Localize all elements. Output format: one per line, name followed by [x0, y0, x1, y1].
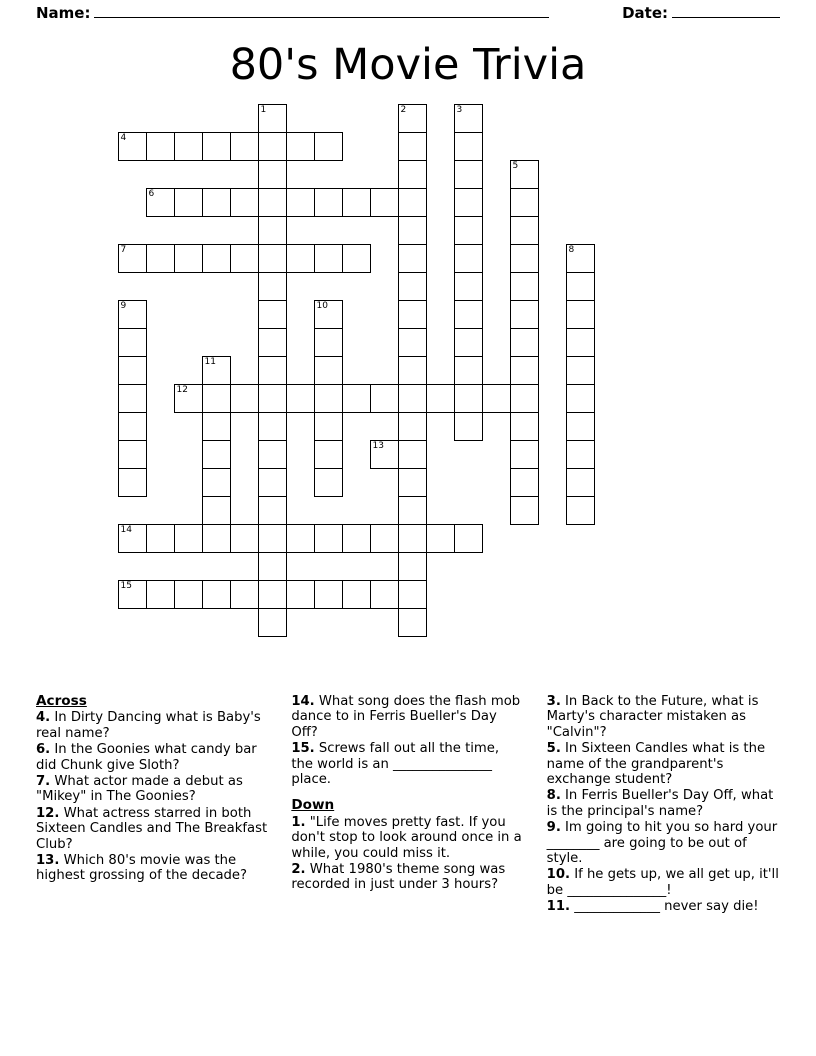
grid-cell[interactable]: [510, 384, 539, 413]
grid-cell[interactable]: [146, 244, 175, 273]
grid-cell[interactable]: [258, 384, 287, 413]
grid-cell[interactable]: [118, 328, 147, 357]
grid-cell[interactable]: [118, 132, 147, 161]
grid-cell[interactable]: [454, 160, 483, 189]
grid-cell-number: 12: [176, 385, 188, 395]
grid-cell[interactable]: [202, 244, 231, 273]
grid-cell[interactable]: [118, 300, 147, 329]
grid-cell[interactable]: [202, 412, 231, 441]
across-clue-number: 6.: [36, 742, 51, 758]
down-clue-text: _____________ never say die!: [570, 899, 759, 915]
down-clue-number: 2.: [291, 862, 306, 878]
date-label: Date:: [622, 4, 668, 22]
grid-cell[interactable]: [454, 300, 483, 329]
grid-cell[interactable]: [314, 300, 343, 329]
grid-cell[interactable]: [258, 440, 287, 469]
grid-cell[interactable]: [398, 160, 427, 189]
grid-cell[interactable]: [230, 524, 259, 553]
across-clue-text: In the Goonies what candy bar did Chunk give Sloth?: [36, 742, 257, 773]
across-clue-text: Which 80's movie was the highest grossing of the decade?: [36, 853, 248, 884]
grid-cell-number: 8: [568, 245, 575, 255]
grid-cell[interactable]: [314, 580, 343, 609]
down-clue-number: 10.: [546, 867, 571, 883]
across-clue: [36, 774, 269, 805]
down-clue-number: 9.: [546, 820, 561, 836]
grid-cell-number: 13: [372, 441, 384, 451]
grid-cell[interactable]: [342, 384, 371, 413]
grid-cell[interactable]: [258, 328, 287, 357]
grid-cell-number: 6: [148, 189, 155, 199]
across-clue-number: 14.: [291, 694, 315, 709]
grid-cell[interactable]: [398, 496, 427, 525]
grid-cell[interactable]: [398, 188, 427, 217]
grid-cell[interactable]: [342, 524, 371, 553]
grid-cell[interactable]: [454, 188, 483, 217]
grid-cell[interactable]: [566, 328, 595, 357]
grid-cell[interactable]: [258, 552, 287, 581]
grid-cell[interactable]: [230, 188, 259, 217]
across-clue-text: What actress starred in both Sixteen Candles and The Breakfast Club?: [36, 805, 268, 852]
grid-cell[interactable]: [510, 244, 539, 273]
across-clue: [291, 741, 524, 787]
grid-cell[interactable]: [258, 272, 287, 301]
grid-cell[interactable]: [118, 384, 147, 413]
down-heading: Down: [291, 797, 335, 814]
grid-cell[interactable]: [258, 412, 287, 441]
grid-cell[interactable]: [230, 580, 259, 609]
across-clue-text: What song does the flash mob dance to in Ferris Bueller's Day Off?: [291, 694, 521, 740]
grid-cell[interactable]: [258, 160, 287, 189]
grid-cell-number: 11: [204, 357, 216, 367]
across-clue: [36, 742, 269, 773]
name-input-line[interactable]: [94, 5, 549, 18]
down-clue-number: 5.: [546, 741, 561, 757]
grid-cell-number: 2: [400, 105, 407, 115]
grid-cell[interactable]: [398, 300, 427, 329]
grid-cell[interactable]: [174, 384, 203, 413]
grid-cell[interactable]: [146, 132, 175, 161]
across-clue-text: In Dirty Dancing what is Baby's real name?: [36, 710, 261, 741]
grid-cell[interactable]: [398, 104, 427, 133]
grid-cell[interactable]: [202, 384, 231, 413]
grid-cell[interactable]: [510, 412, 539, 441]
grid-cell[interactable]: [230, 244, 259, 273]
grid-cell[interactable]: [566, 468, 595, 497]
grid-cell[interactable]: [510, 440, 539, 469]
grid-cell[interactable]: [398, 356, 427, 385]
grid-cell[interactable]: [482, 384, 511, 413]
grid-cell[interactable]: [342, 188, 371, 217]
grid-cell[interactable]: [118, 244, 147, 273]
across-clue-text: What actor made a debut as "Mikey" in The Goonies?: [36, 774, 243, 805]
grid-cell[interactable]: [174, 188, 203, 217]
grid-cell[interactable]: [454, 104, 483, 133]
grid-cell[interactable]: [174, 244, 203, 273]
grid-cell[interactable]: [258, 188, 287, 217]
grid-cell[interactable]: [258, 496, 287, 525]
grid-cell[interactable]: [398, 580, 427, 609]
down-clue-number: 3.: [546, 694, 561, 709]
grid-cell[interactable]: [118, 468, 147, 497]
grid-cell[interactable]: [510, 468, 539, 497]
grid-cell[interactable]: [314, 356, 343, 385]
down-clue-number: 8.: [546, 788, 561, 804]
grid-cell[interactable]: [370, 440, 399, 469]
down-clue-text: In Ferris Bueller's Day Off, what is the principal's name?: [546, 788, 774, 819]
down-clue-text: In Back to the Future, what is Marty's character mistaken as "Calvin"?: [546, 694, 759, 740]
page-title: 80's Movie Trivia: [229, 40, 587, 90]
down-clue: [547, 741, 780, 787]
grid-cell[interactable]: [454, 272, 483, 301]
across-clue-number: 15.: [291, 741, 315, 757]
across-clue: [36, 710, 269, 741]
grid-cell[interactable]: [510, 272, 539, 301]
across-clue: [36, 806, 269, 852]
grid-cell[interactable]: [258, 356, 287, 385]
grid-cell[interactable]: [566, 440, 595, 469]
grid-cell[interactable]: [118, 356, 147, 385]
grid-cell[interactable]: [314, 188, 343, 217]
grid-cell[interactable]: [566, 300, 595, 329]
grid-cell[interactable]: [454, 328, 483, 357]
grid-cell[interactable]: [398, 216, 427, 245]
across-clue-number: 4.: [36, 710, 51, 726]
grid-cell[interactable]: [454, 216, 483, 245]
across-clue: [36, 853, 269, 884]
grid-cell-number: 14: [120, 525, 132, 535]
grid-cell[interactable]: [398, 328, 427, 357]
grid-cell[interactable]: [454, 384, 483, 413]
grid-cell[interactable]: [314, 384, 343, 413]
grid-cell[interactable]: [454, 412, 483, 441]
grid-cell[interactable]: [202, 468, 231, 497]
grid-cell[interactable]: [510, 496, 539, 525]
down-clue: [547, 820, 780, 866]
grid-cell[interactable]: [258, 608, 287, 637]
grid-cell[interactable]: [146, 580, 175, 609]
down-clue-number: 1.: [291, 814, 306, 830]
grid-cell[interactable]: [426, 524, 455, 553]
grid-cell[interactable]: [398, 244, 427, 273]
date-input-line[interactable]: [672, 5, 780, 18]
down-clue: [547, 899, 780, 914]
down-clue-text: "Life moves pretty fast. If you don't stop to look around once in a while, you could miss it.: [291, 814, 522, 861]
grid-cell[interactable]: [342, 244, 371, 273]
grid-cell[interactable]: [342, 580, 371, 609]
grid-cell[interactable]: [286, 580, 315, 609]
grid-cell-number: 5: [512, 161, 519, 171]
grid-cell-number: 4: [120, 133, 127, 143]
grid-cell[interactable]: [146, 524, 175, 553]
grid-cell[interactable]: [202, 188, 231, 217]
grid-cell[interactable]: [258, 468, 287, 497]
down-clue: [291, 815, 524, 861]
grid-cell[interactable]: [566, 496, 595, 525]
grid-cell[interactable]: [286, 132, 315, 161]
grid-cell[interactable]: [202, 440, 231, 469]
grid-cell-number: 15: [120, 581, 132, 591]
grid-cell[interactable]: [314, 328, 343, 357]
name-label: Name:: [36, 4, 91, 22]
crossword-grid-wrapper: [36, 104, 780, 694]
grid-cell[interactable]: [454, 524, 483, 553]
grid-cell[interactable]: [174, 132, 203, 161]
grid-cell[interactable]: [566, 384, 595, 413]
grid-cell[interactable]: [258, 524, 287, 553]
grid-cell[interactable]: [202, 580, 231, 609]
grid-cell[interactable]: [202, 496, 231, 525]
across-clue-number: 7.: [36, 774, 51, 790]
grid-cell[interactable]: [426, 384, 455, 413]
grid-cell[interactable]: [118, 412, 147, 441]
grid-cell[interactable]: [202, 132, 231, 161]
grid-cell[interactable]: [566, 412, 595, 441]
down-clue: [547, 694, 780, 740]
grid-cell[interactable]: [398, 468, 427, 497]
grid-cell[interactable]: [174, 580, 203, 609]
grid-cell[interactable]: [510, 300, 539, 329]
across-clue-number: 13.: [36, 853, 60, 869]
grid-cell[interactable]: [230, 384, 259, 413]
name-date-header: [36, 0, 780, 22]
grid-cell[interactable]: [510, 160, 539, 189]
grid-cell[interactable]: [454, 356, 483, 385]
grid-cell[interactable]: [258, 216, 287, 245]
grid-cell-number: 9: [120, 301, 127, 311]
grid-cell[interactable]: [118, 440, 147, 469]
grid-cell-number: 7: [120, 245, 127, 255]
grid-cell[interactable]: [566, 272, 595, 301]
across-heading: Across: [36, 693, 87, 709]
grid-cell[interactable]: [370, 188, 399, 217]
across-clue: [291, 694, 524, 740]
grid-cell[interactable]: [398, 608, 427, 637]
grid-cell[interactable]: [398, 132, 427, 161]
grid-cell[interactable]: [510, 328, 539, 357]
down-clue: [291, 862, 524, 893]
grid-cell[interactable]: [202, 356, 231, 385]
grid-cell-number: 1: [260, 105, 267, 115]
grid-cell[interactable]: [286, 524, 315, 553]
down-clue-text: What 1980's theme song was recorded in just under 3 hours?: [291, 862, 506, 893]
grid-cell[interactable]: [286, 188, 315, 217]
grid-cell[interactable]: [510, 216, 539, 245]
grid-cell[interactable]: [398, 552, 427, 581]
grid-cell[interactable]: [118, 580, 147, 609]
grid-cell[interactable]: [398, 412, 427, 441]
grid-cell[interactable]: [398, 272, 427, 301]
grid-cell-number: 3: [456, 105, 463, 115]
grid-cell[interactable]: [146, 188, 175, 217]
grid-cell[interactable]: [258, 300, 287, 329]
grid-cell[interactable]: [314, 132, 343, 161]
grid-cell[interactable]: [314, 524, 343, 553]
grid-cell[interactable]: [398, 440, 427, 469]
down-clue-text: If he gets up, we all get up, it'll be _______________!: [546, 867, 779, 898]
down-clue-number: 11.: [546, 899, 571, 915]
grid-cell[interactable]: [258, 244, 287, 273]
grid-cell[interactable]: [258, 580, 287, 609]
grid-cell[interactable]: [454, 244, 483, 273]
across-clue-text: Screws fall out all the time, the world is an _______________ place.: [291, 741, 500, 788]
grid-cell[interactable]: [314, 440, 343, 469]
grid-cell[interactable]: [566, 356, 595, 385]
clues-container: [36, 694, 780, 915]
grid-cell[interactable]: [286, 384, 315, 413]
grid-cell[interactable]: [230, 132, 259, 161]
grid-cell[interactable]: [370, 384, 399, 413]
grid-cell-number: 10: [316, 301, 328, 311]
grid-cell[interactable]: [510, 356, 539, 385]
grid-cell[interactable]: [314, 244, 343, 273]
grid-cell[interactable]: [398, 384, 427, 413]
down-clue-text: In Sixteen Candles what is the name of the grandparent's exchange student?: [546, 741, 766, 788]
grid-cell[interactable]: [286, 244, 315, 273]
grid-cell[interactable]: [370, 524, 399, 553]
grid-cell[interactable]: [174, 524, 203, 553]
grid-cell[interactable]: [314, 468, 343, 497]
grid-cell[interactable]: [258, 104, 287, 133]
grid-cell[interactable]: [202, 524, 231, 553]
down-clue: [547, 867, 780, 898]
down-clue-text: Im going to hit you so hard your ________ are going to be out of style.: [546, 820, 778, 867]
grid-cell[interactable]: [510, 188, 539, 217]
grid-cell[interactable]: [258, 132, 287, 161]
grid-cell[interactable]: [454, 132, 483, 161]
grid-cell[interactable]: [314, 412, 343, 441]
grid-cell[interactable]: [118, 524, 147, 553]
across-clue-number: 12.: [36, 805, 60, 821]
grid-cell[interactable]: [566, 244, 595, 273]
grid-cell[interactable]: [370, 580, 399, 609]
down-clue: [547, 788, 780, 819]
grid-cell[interactable]: [398, 524, 427, 553]
